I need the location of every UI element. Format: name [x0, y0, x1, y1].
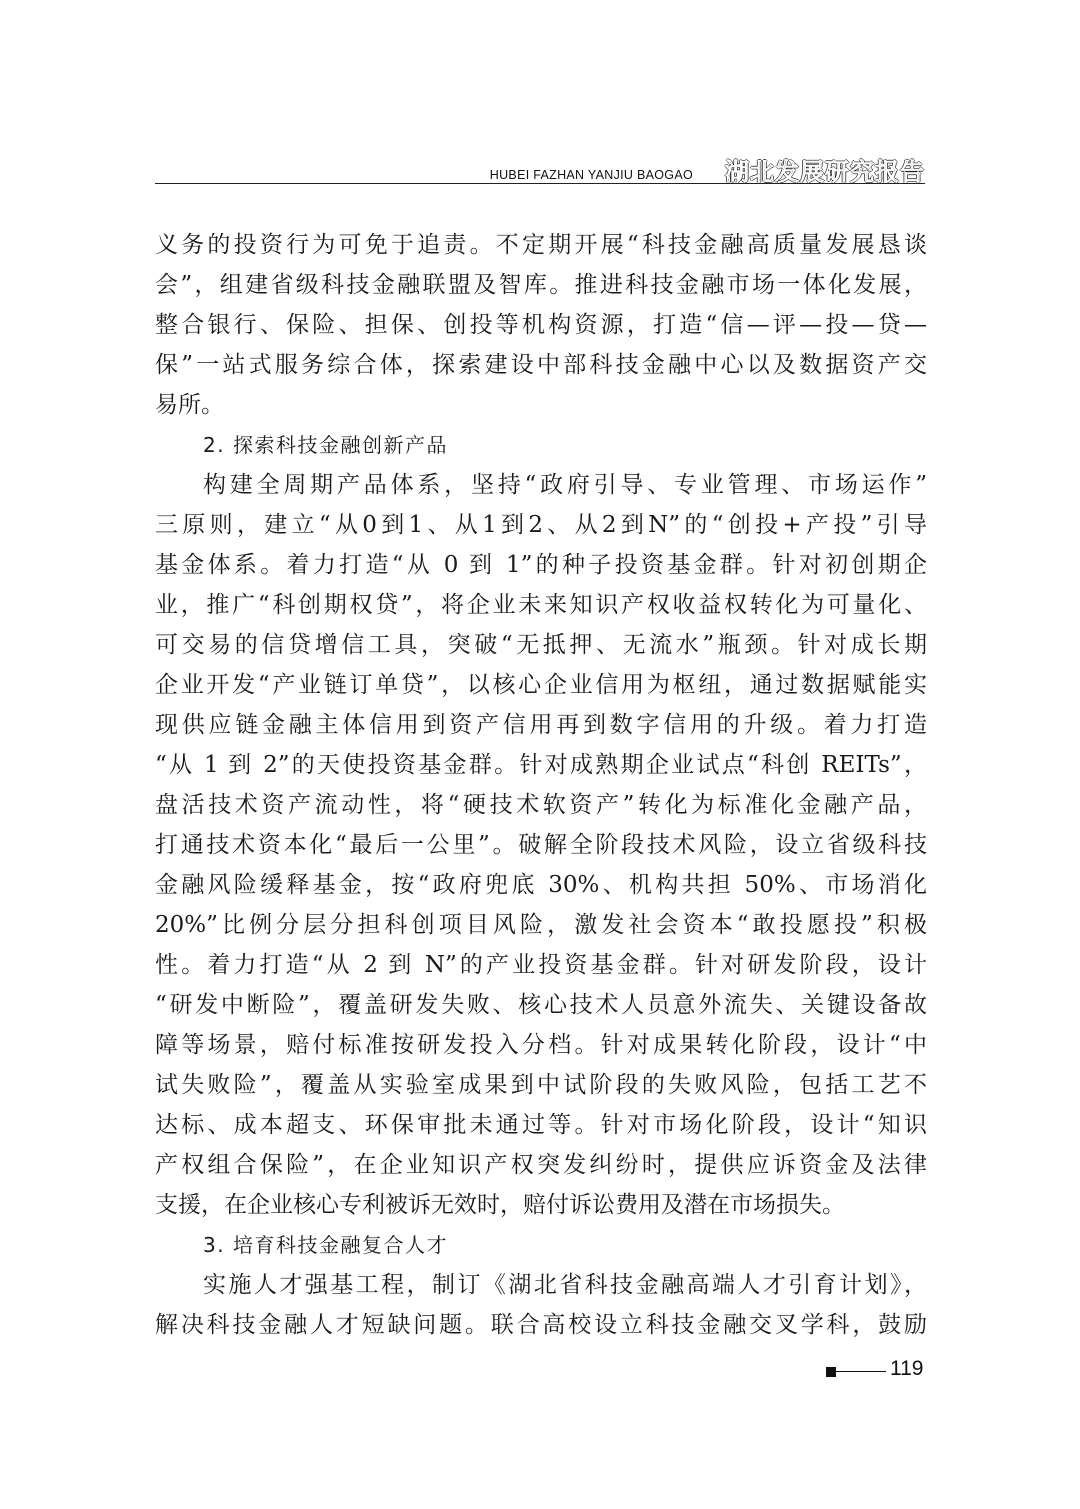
text-line: 试失败险”，覆盖从实验室成果到中试阶段的失败风险，包括工艺不 [155, 1072, 927, 1098]
text-line: 盘活技术资产流动性，将“硬技术软资产”转化为标准化金融产品， [155, 792, 927, 818]
text-line: 现供应链金融主体信用到资产信用再到数字信用的升级。着力打造 [155, 712, 927, 738]
text-line: 20%”比例分层分担科创项目风险，激发社会资本“敢投愿投”积极 [155, 912, 927, 938]
text-line: 三原则，建立“从0到1、从1到2、从2到N”的“创投+产投”引导 [155, 512, 927, 538]
text-line: 障等场景，赔付标准按研发投入分档。针对成果转化阶段，设计“中 [155, 1032, 927, 1058]
text-line: 整合银行、保险、担保、创投等机构资源，打造“信—评—投—贷— [155, 312, 927, 338]
section-heading: 3. 培育科技金融复合人才 [203, 1233, 448, 1257]
text-line: 达标、成本超支、环保审批未通过等。针对市场化阶段，设计“知识 [155, 1112, 927, 1138]
text-line: 构建全周期产品体系，坚持“政府引导、专业管理、市场运作” [203, 472, 927, 498]
text-line: 保”一站式服务综合体，探索建设中部科技金融中心以及数据资产交 [155, 352, 927, 378]
header-rule [155, 183, 925, 184]
section-heading: 2. 探索科技金融创新产品 [203, 433, 448, 457]
text-line: 产权组合保险”，在企业知识产权突发纠纷时，提供应诉资金及法律 [155, 1152, 927, 1178]
text-line: 义务的投资行为可免于追责。不定期开展“科技金融高质量发展恳谈 [155, 232, 927, 258]
text-line: 金融风险缓释基金，按“政府兜底 30%、机构共担 50%、市场消化 [155, 872, 927, 898]
header-report-title: 湖北发展研究报告 [725, 158, 925, 186]
text-line: 打通技术资本化“最后一公里”。破解全阶段技术风险，设立省级科技 [155, 832, 927, 858]
text-line: 解决科技金融人才短缺问题。联合高校设立科技金融交叉学科，鼓励 [155, 1312, 927, 1338]
text-line: 企业开发“产业链订单贷”，以核心企业信用为枢纽，通过数据赋能实 [155, 672, 927, 698]
text-line: 业，推广“科创期权贷”，将企业未来知识产权收益权转化为可量化、 [155, 592, 927, 618]
text-line: 易所。 [155, 392, 224, 418]
footer-rule [836, 1371, 886, 1372]
header-pinyin-title: HUBEI FAZHAN YANJIU BAOGAO [489, 168, 693, 182]
page-footer [820, 1355, 930, 1385]
text-line: 性。着力打造“从 2 到 N”的产业投资基金群。针对研发阶段，设计 [155, 952, 927, 978]
text-line: 实施人才强基工程，制订《湖北省科技金融高端人才引育计划》， [203, 1272, 927, 1298]
text-line: 基金体系。着力打造“从 0 到 1”的种子投资基金群。针对初创期企 [155, 552, 927, 578]
text-line: “研发中断险”，覆盖研发失败、核心技术人员意外流失、关键设备故 [155, 992, 927, 1018]
running-header [155, 150, 925, 186]
body-text [155, 225, 927, 1345]
footer-square-mark [826, 1367, 836, 1377]
page-number: 119 [890, 1357, 924, 1380]
text-line: “从 1 到 2”的天使投资基金群。针对成熟期企业试点“科创 REITs”， [155, 752, 927, 778]
text-line: 支援，在企业核心专利被诉无效时，赔付诉讼费用及潜在市场损失。 [155, 1192, 845, 1218]
text-line: 会”，组建省级科技金融联盟及智库。推进科技金融市场一体化发展， [155, 272, 927, 298]
text-line: 可交易的信贷增信工具，突破“无抵押、无流水”瓶颈。针对成长期 [155, 632, 927, 658]
